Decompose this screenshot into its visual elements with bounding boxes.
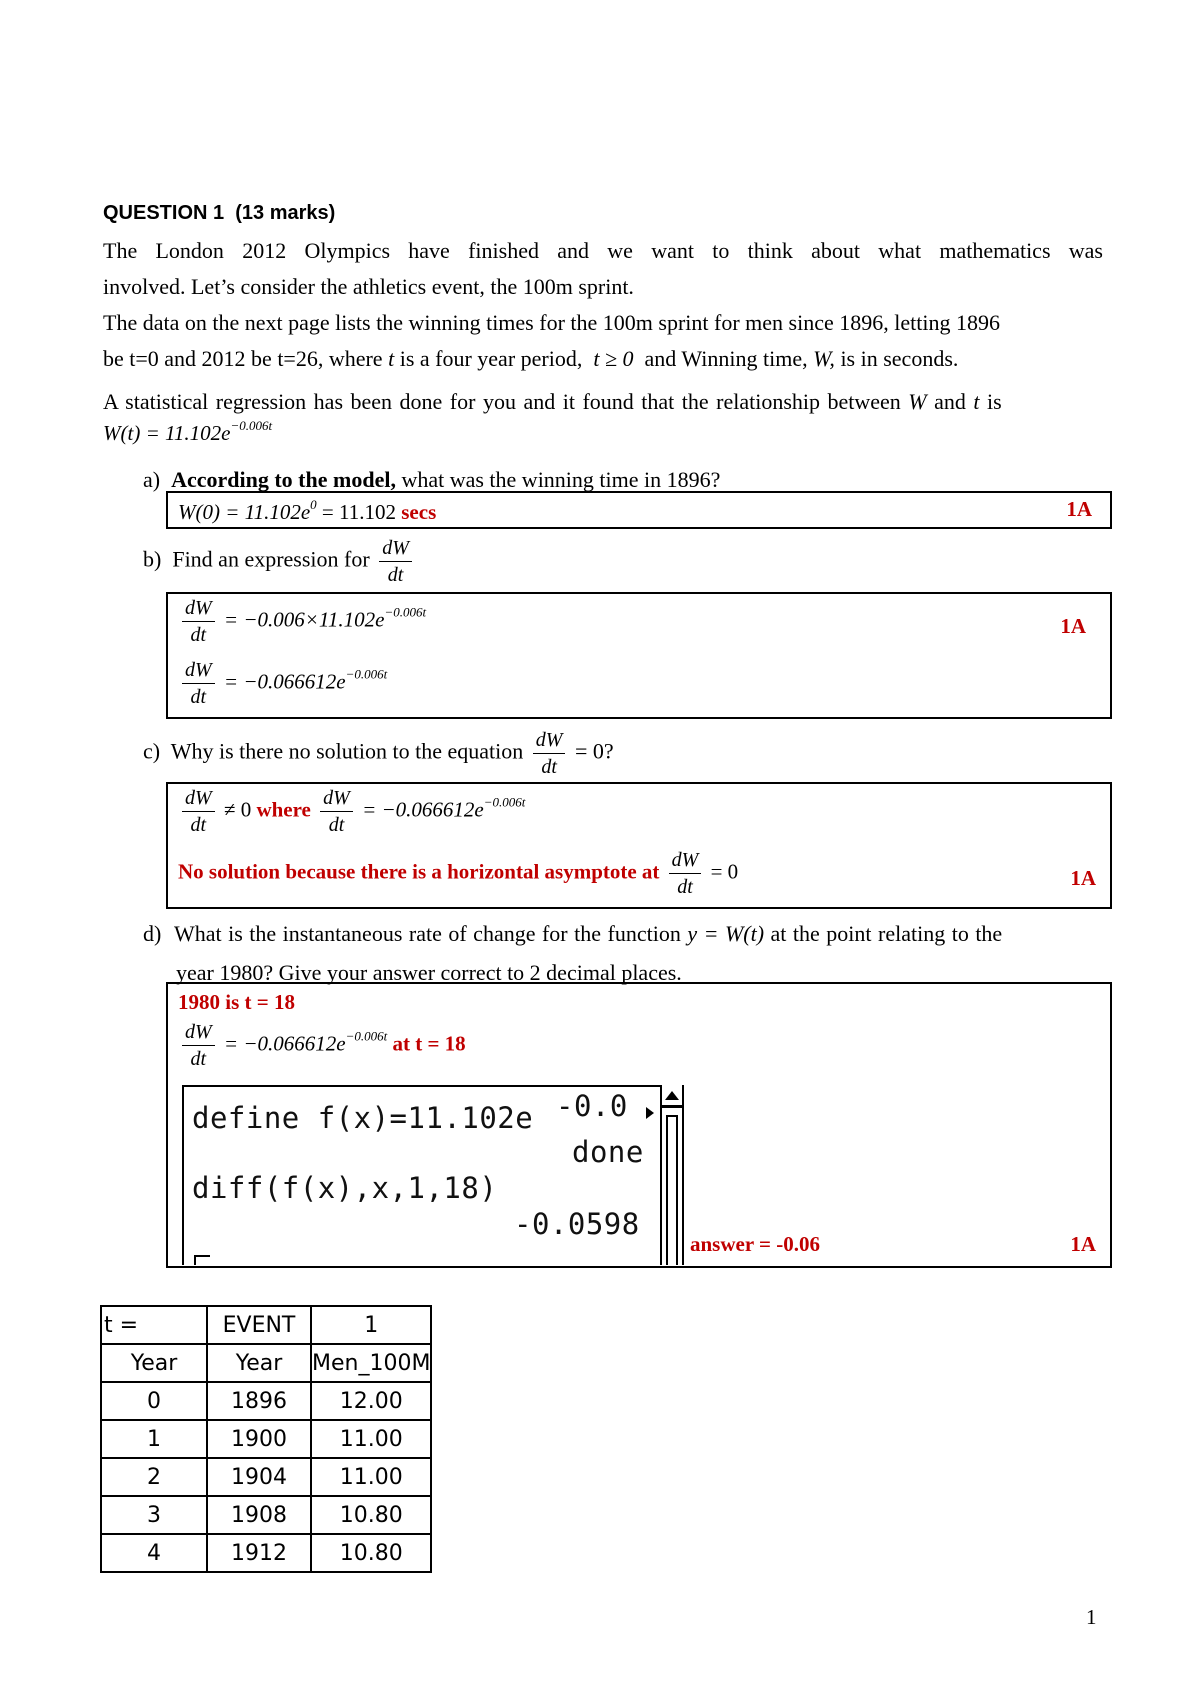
frac-den: dt — [541, 756, 557, 778]
table-cell: t = — [101, 1306, 207, 1344]
part-b-line-1-expr: = −0.006×11.102e — [223, 607, 385, 632]
calc-line-3: diff(f(x),x,1,18) — [192, 1171, 498, 1205]
question-title: QUESTION 1 — [103, 202, 225, 224]
calculator-screen — [182, 1085, 684, 1265]
calc-line-1-tail: -0.0 — [556, 1089, 628, 1123]
frac-num: dW — [182, 598, 215, 622]
table-row — [101, 1382, 431, 1420]
part-a-answer-unit: secs — [401, 500, 437, 524]
table-cell: 1912 — [207, 1534, 311, 1572]
part-d-label: d) — [143, 921, 162, 946]
part-d-ans-line-2 — [178, 1022, 466, 1069]
table-cell: 10.80 — [311, 1496, 431, 1534]
regression-is: is — [987, 389, 1002, 414]
frac-num: dW — [182, 660, 215, 684]
part-a-answer-math2: = 11.102 — [321, 500, 396, 524]
intro-line-2: involved. Let’s consider the athletics event, the 100m sprint. — [103, 274, 634, 299]
part-b-line-2-exp: −0.006t — [345, 666, 388, 682]
table-cell: Year — [101, 1344, 207, 1382]
data-line-2-b: is a four year period, — [399, 346, 583, 371]
table-cell: EVENT — [207, 1306, 311, 1344]
part-c-answer-box — [166, 782, 1112, 909]
data-line-1: The data on the next page lists the winning times for the 100m sprint for men since 1896, letting 1896 — [103, 310, 1000, 335]
part-c-eq-tail: = 0? — [574, 738, 614, 764]
table-cell: Year — [207, 1344, 311, 1382]
part-d-text-1b: at the point relating to the — [770, 921, 1003, 946]
part-c-reason: No solution because there is a horizontal asymptote at — [178, 859, 660, 884]
table-cell: 4 — [101, 1534, 207, 1572]
part-d-question-line-1 — [143, 916, 1002, 952]
regression-line: A statistical regression has been done for you and it found that the relationship between W and t is — [103, 389, 1002, 414]
frac-den: dt — [190, 624, 207, 646]
part-c-answer-line-2 — [178, 850, 738, 897]
part-b-line-1 — [178, 598, 426, 645]
data-line-2-d: is in seconds. — [840, 346, 959, 371]
table-row — [101, 1420, 431, 1458]
table-row — [101, 1306, 431, 1344]
part-a-answer — [178, 497, 436, 525]
regression-and: and — [934, 389, 966, 414]
table-cell: 0 — [101, 1382, 207, 1420]
part-d-mark: 1A — [1070, 1232, 1096, 1256]
regression-text: A statistical regression has been done for you and it found that the relationship between — [103, 389, 901, 414]
scroll-divider — [662, 1105, 682, 1108]
calc-scrollbar[interactable] — [660, 1085, 684, 1265]
frac-num: dW — [669, 850, 702, 874]
calc-line-4: -0.0598 — [514, 1207, 640, 1241]
table-cell: 11.00 — [311, 1458, 431, 1496]
part-c-label: c) — [143, 738, 161, 764]
frac-den: dt — [677, 876, 693, 898]
frac-den: dt — [387, 564, 404, 586]
part-d-exp: −0.006t — [345, 1028, 388, 1044]
scroll-thumb[interactable] — [666, 1115, 678, 1265]
table-cell: 1896 — [207, 1382, 311, 1420]
table-row — [101, 1344, 431, 1382]
part-c-expr: = −0.066612e — [362, 797, 484, 822]
data-line-2-c: and Winning time, — [644, 346, 808, 371]
calc-line-1 — [192, 1101, 533, 1135]
table-cell: 10.80 — [311, 1534, 431, 1572]
part-a-answer-math: W(0) = 11.102e — [178, 500, 311, 524]
calc-line-2: done — [572, 1135, 644, 1169]
calc-right-arrow-icon — [646, 1107, 654, 1119]
table-cell: 1 — [311, 1306, 431, 1344]
part-a-mark: 1A — [1066, 497, 1092, 521]
page-number: 1 — [1086, 1605, 1097, 1629]
intro-line-1: The London 2012 Olympics have finished and we want to think about what mathematics was — [103, 238, 1103, 263]
table-row — [101, 1496, 431, 1534]
part-b-line-2-expr: = −0.066612e — [223, 669, 346, 694]
table-cell: 1908 — [207, 1496, 311, 1534]
part-c-exp: −0.006t — [483, 794, 526, 810]
table-cell: Men_100M — [311, 1344, 431, 1382]
part-c-tail: = 0 — [710, 859, 739, 884]
part-d-at: at t = 18 — [392, 1031, 466, 1056]
part-c-where: where — [256, 797, 311, 822]
table-cell: 2 — [101, 1458, 207, 1496]
table-row — [101, 1458, 431, 1496]
part-d-fn: y = W(t) — [687, 921, 765, 946]
calc-line-1-text: define f(x)=11.102e — [192, 1101, 534, 1135]
part-d-answer: answer = -0.06 — [690, 1232, 820, 1256]
data-line-2: be t=0 and 2012 be t=26, where t is a four year period, t ≥ 0 and Winning time, W, is in seconds. — [103, 346, 959, 371]
part-c-text: Why is there no solution to the equation — [170, 738, 524, 764]
frac-num: dW — [182, 788, 215, 812]
part-a-label: a) — [143, 467, 161, 492]
part-a-text: what was the winning time in 1896? — [401, 467, 721, 492]
frac-num: dW — [379, 538, 412, 562]
frac-den: dt — [190, 686, 207, 708]
frac-num: dW — [320, 788, 353, 812]
frac-den: dt — [190, 814, 207, 836]
calc-cursor — [194, 1255, 210, 1265]
part-d-expr: = −0.066612e — [223, 1031, 346, 1056]
table-cell: 11.00 — [311, 1420, 431, 1458]
part-a-bold: According to the model, — [171, 467, 396, 492]
frac-den: dt — [190, 1048, 207, 1070]
part-a-answer-box — [166, 491, 1112, 529]
table-cell: 1904 — [207, 1458, 311, 1496]
frac-den: dt — [328, 814, 345, 836]
data-line-2-a: be t=0 and 2012 be t=26, where — [103, 346, 383, 371]
part-a-answer-sup: 0 — [310, 497, 317, 512]
part-d-text-1a: What is the instantaneous rate of change for the function — [173, 921, 681, 946]
part-b-answer-box — [166, 592, 1112, 719]
table-row — [101, 1534, 431, 1572]
model-equation — [103, 418, 272, 446]
part-b-fraction — [379, 538, 412, 585]
model-base: W(t) = 11.102e — [103, 421, 231, 445]
table-cell: 1900 — [207, 1420, 311, 1458]
frac-num: dW — [533, 730, 566, 754]
question-heading — [103, 202, 335, 225]
part-b-label: b) — [143, 546, 162, 572]
part-d-question-line-2: year 1980? Give your answer correct to 2 decimal places. — [176, 960, 682, 985]
part-b-line-2 — [178, 660, 387, 707]
question-marks: (13 marks) — [235, 202, 336, 224]
model-exponent: −0.006t — [230, 418, 273, 433]
table-cell: 3 — [101, 1496, 207, 1534]
scroll-up-icon[interactable] — [665, 1091, 679, 1100]
part-b-question — [143, 538, 416, 585]
part-c-neq: ≠ 0 — [223, 797, 252, 822]
part-c-answer-line-1 — [178, 788, 525, 835]
data-table — [100, 1305, 432, 1573]
frac-num: dW — [182, 1022, 215, 1046]
part-c-question — [143, 730, 614, 777]
part-b-line-1-exp: −0.006t — [384, 604, 427, 620]
part-c-mark: 1A — [1070, 866, 1096, 890]
part-b-text: Find an expression for — [172, 546, 370, 572]
part-d-ans-line-1: 1980 is t = 18 — [178, 990, 295, 1014]
table-cell: 12.00 — [311, 1382, 431, 1420]
part-b-mark: 1A — [1060, 614, 1086, 638]
table-cell: 1 — [101, 1420, 207, 1458]
